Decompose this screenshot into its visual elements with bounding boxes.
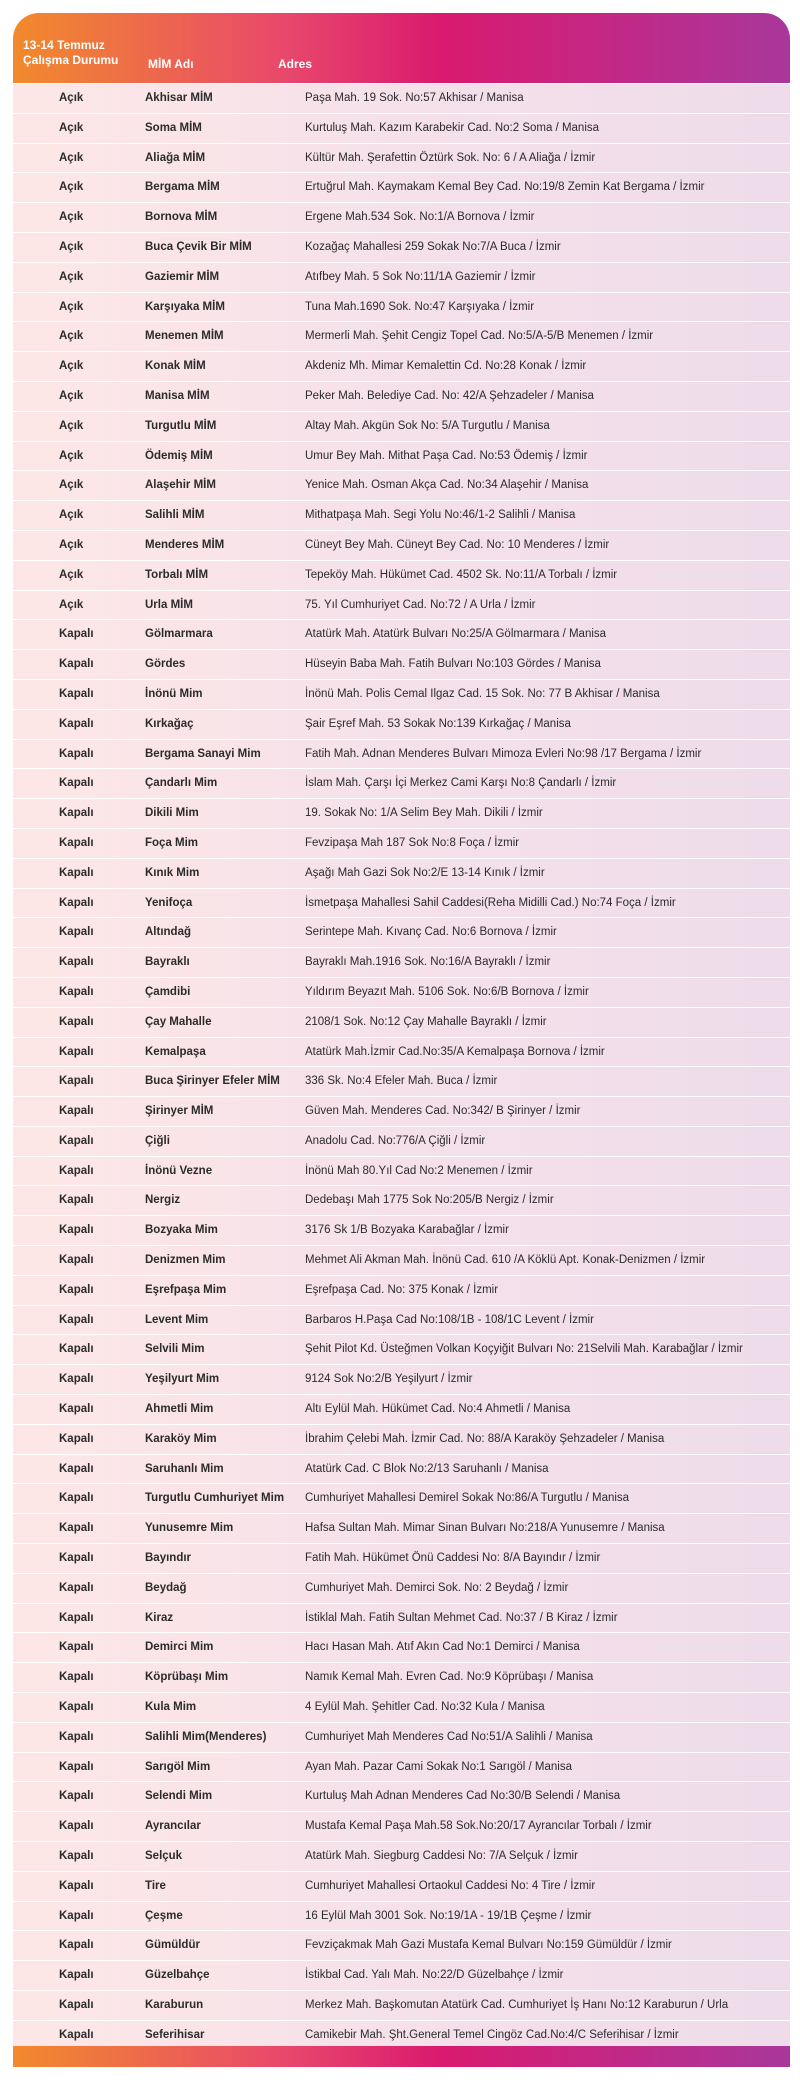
row-name: Menemen MİM <box>145 330 224 343</box>
row-address: 9124 Sok No:2/B Yeşilyurt / İzmir <box>305 1373 473 1386</box>
row-name: Demirci Mim <box>145 1641 214 1654</box>
row-name: Aliağa MİM <box>145 151 206 164</box>
row-name: Beydağ <box>145 1581 187 1594</box>
table-row <box>13 1185 790 1215</box>
row-status: Kapalı <box>59 1671 94 1684</box>
row-name: Salihli MİM <box>145 509 205 522</box>
row-status: Kapalı <box>59 956 94 969</box>
row-name: Çiğli <box>145 1134 170 1147</box>
row-address: Camikebir Mah. Şht.General Temel Cingöz Cad.No:4/C Seferihisar / İzmir <box>305 2028 679 2041</box>
row-address: Barbaros H.Paşa Cad No:108/1B - 108/1C Levent / İzmir <box>305 1313 594 1326</box>
header-status-date: 13-14 Temmuz <box>23 38 105 52</box>
row-name: Çandarlı Mim <box>145 777 218 790</box>
row-name: Kemalpaşa <box>145 1045 206 1058</box>
row-name: Gördes <box>145 658 186 671</box>
row-status: Kapalı <box>59 1224 94 1237</box>
row-name: Akhisar MİM <box>145 92 213 104</box>
row-name: İnönü Mim <box>145 687 203 700</box>
row-address: İbrahim Çelebi Mah. İzmir Cad. No: 88/A Karaköy Şehzadeler / Manisa <box>305 1432 665 1445</box>
row-address: 16 Eylül Mah 3001 Sok. No:19/1A - 19/1B Çeşme / İzmir <box>305 1909 592 1922</box>
row-name: Sarıgöl Mim <box>145 1760 211 1773</box>
table-header <box>13 13 790 83</box>
table-row <box>13 1930 790 1960</box>
table-row <box>13 1454 790 1484</box>
row-status: Kapalı <box>59 1283 94 1296</box>
table-row <box>13 1543 790 1573</box>
row-status: Açık <box>59 360 84 373</box>
table-row <box>13 530 790 560</box>
table-row <box>13 292 790 322</box>
table-row <box>13 500 790 530</box>
row-name: Yunusemre Mim <box>145 1522 234 1535</box>
table-row <box>13 1066 790 1096</box>
row-address: Mermerli Mah. Şehit Cengiz Topel Cad. No:5/A-5/B Menemen / İzmir <box>305 330 654 343</box>
row-status: Kapalı <box>59 1492 94 1505</box>
row-name: Buca Şirinyer Efeler MİM <box>145 1075 280 1088</box>
row-status: Açık <box>59 449 84 462</box>
row-name: Torbalı MİM <box>145 568 209 581</box>
row-status: Kapalı <box>59 1373 94 1386</box>
row-status: Kapalı <box>59 1850 94 1863</box>
row-address: İstikbal Cad. Yalı Mah. No:22/D Güzelbahçe / İzmir <box>305 1969 564 1982</box>
row-address: Atatürk Mah. Atatürk Bulvarı No:25/A Gölmarmara / Manisa <box>305 628 607 641</box>
row-address: Şehit Pilot Kd. Üsteğmen Volkan Koçyiğit Bulvarı No: 21Selvili Mah. Karabağlar / İzmir <box>305 1343 743 1356</box>
row-status: Kapalı <box>59 1879 94 1892</box>
row-status: Kapalı <box>59 1641 94 1654</box>
row-status: Açık <box>59 300 84 313</box>
row-name: Yenifoça <box>145 896 193 909</box>
table-row <box>13 172 790 202</box>
row-name: Çamdibi <box>145 985 191 998</box>
row-name: Ödemiş MİM <box>145 449 213 462</box>
row-address: Namık Kemal Mah. Evren Cad. No:9 Köprübaşı / Manisa <box>305 1671 594 1684</box>
header-address: Adres <box>278 57 313 71</box>
row-address: Merkez Mah. Başkomutan Atatürk Cad. Cumhuriyet İş Hanı No:12 Karaburun / Urla <box>305 1999 729 2011</box>
row-address: Fatih Mah. Adnan Menderes Bulvarı Mimoza Evleri No:98 /17 Bergama / İzmir <box>305 747 702 760</box>
row-name: Köprübaşı Mim <box>145 1671 229 1684</box>
row-address: 336 Sk. No:4 Efeler Mah. Buca / İzmir <box>305 1075 498 1088</box>
row-name: Bornova MİM <box>145 211 218 224</box>
row-address: Hacı Hasan Mah. Atıf Akın Cad No:1 Demirci / Manisa <box>305 1641 580 1654</box>
row-address: Peker Mah. Belediye Cad. No: 42/A Şehzadeler / Manisa <box>305 389 594 402</box>
table-row <box>13 828 790 858</box>
table-row <box>13 321 790 351</box>
row-name: Turgutlu Cumhuriyet Mim <box>145 1492 285 1505</box>
table-row <box>13 1245 790 1275</box>
table-row <box>13 1632 790 1662</box>
table-row <box>13 202 790 232</box>
table-row <box>13 1960 790 1990</box>
table-row <box>13 1722 790 1752</box>
row-status: Kapalı <box>59 1194 94 1207</box>
row-status: Kapalı <box>59 1909 94 1922</box>
table-row <box>13 1305 790 1335</box>
row-status: Kapalı <box>59 1015 94 1028</box>
row-address: Hafsa Sultan Mah. Mimar Sinan Bulvarı No:218/A Yunusemre / Manisa <box>305 1522 665 1535</box>
row-address: Cumhuriyet Mahallesi Ortaokul Caddesi No: 4 Tire / İzmir <box>305 1879 596 1892</box>
row-name: Foça Mim <box>145 836 199 849</box>
row-status: Açık <box>59 240 84 253</box>
table-row <box>13 1841 790 1871</box>
row-name: Dikili Mim <box>145 807 199 820</box>
row-status: Kapalı <box>59 1134 94 1147</box>
row-address: Hüseyin Baba Mah. Fatih Bulvarı No:103 Gördes / Manisa <box>305 658 601 671</box>
row-status: Kapalı <box>59 896 94 909</box>
table-row <box>13 1334 790 1364</box>
row-name: Kırkağaç <box>145 717 194 730</box>
row-name: Tire <box>145 1879 166 1892</box>
row-name: Ahmetli Mim <box>145 1403 214 1416</box>
row-address: Güven Mah. Menderes Cad. No:342/ B Şirinyer / İzmir <box>305 1105 581 1118</box>
row-address: İslam Mah. Çarşı İçi Merkez Cami Karşı No:8 Çandarlı / İzmir <box>305 777 617 790</box>
table-row <box>13 1037 790 1067</box>
row-status: Kapalı <box>59 658 94 671</box>
row-name: Kınık Mim <box>145 866 200 879</box>
table-row <box>13 1603 790 1633</box>
table-row <box>13 232 790 262</box>
row-address: Mustafa Kemal Paşa Mah.58 Sok.No:20/17 Ayrancılar Torbalı / İzmir <box>305 1820 652 1833</box>
table-row <box>13 113 790 143</box>
row-status: Açık <box>59 538 84 551</box>
row-address: Kozağaç Mahallesi 259 Sokak No:7/A Buca / İzmir <box>305 240 561 253</box>
table-row <box>13 649 790 679</box>
table-row <box>13 1215 790 1245</box>
row-address: Serintepe Mah. Kıvanç Cad. No:6 Bornova / İzmir <box>305 926 557 939</box>
row-address: Atatürk Cad. C Blok No:2/13 Saruhanlı / Manisa <box>305 1462 549 1475</box>
table-row <box>13 590 790 620</box>
row-name: Seferihisar <box>145 2028 205 2041</box>
row-status: Açık <box>59 330 84 343</box>
row-name: Selçuk <box>145 1850 183 1863</box>
row-status: Açık <box>59 509 84 522</box>
row-name: Alaşehir MİM <box>145 479 216 492</box>
table-row <box>13 888 790 918</box>
row-address: Mithatpaşa Mah. Segi Yolu No:46/1-2 Salihli / Manisa <box>305 509 576 522</box>
row-status: Kapalı <box>59 1254 94 1267</box>
row-name: Ayrancılar <box>145 1820 201 1833</box>
row-status: Kapalı <box>59 1611 94 1624</box>
row-status: Açık <box>59 92 84 104</box>
table-row <box>13 977 790 1007</box>
table-row <box>13 560 790 590</box>
row-address: İsmetpaşa Mahallesi Sahil Caddesi(Reha Midilli Cad.) No:74 Foça / İzmir <box>305 896 676 909</box>
table-row <box>13 1156 790 1186</box>
row-status: Kapalı <box>59 717 94 730</box>
table-row <box>13 1692 790 1722</box>
table-row <box>13 1901 790 1931</box>
row-status: Kapalı <box>59 687 94 700</box>
table-row <box>13 83 790 113</box>
row-address: Yenice Mah. Osman Akça Cad. No:34 Alaşehir / Manisa <box>305 479 589 492</box>
row-address: 2108/1 Sok. No:12 Çay Mahalle Bayraklı / İzmir <box>305 1015 547 1028</box>
row-address: Altı Eylül Mah. Hükümet Cad. No:4 Ahmetli / Manisa <box>305 1403 571 1416</box>
row-status: Kapalı <box>59 1939 94 1952</box>
row-name: Güzelbahçe <box>145 1969 210 1982</box>
table-row <box>13 1096 790 1126</box>
row-address: Tepeköy Mah. Hükümet Cad. 4502 Sk. No:11/A Torbalı / İzmir <box>305 568 618 581</box>
row-name: Levent Mim <box>145 1313 209 1326</box>
row-address: Altay Mah. Akgün Sok No: 5/A Turgutlu / Manisa <box>305 419 550 432</box>
row-address: Dedebaşı Mah 1775 Sok No:205/B Nergiz / İzmir <box>305 1194 554 1207</box>
row-address: Aşağı Mah Gazi Sok No:2/E 13-14 Kınık / İzmir <box>305 866 545 879</box>
row-name: Bayındır <box>145 1552 192 1565</box>
row-name: Nergiz <box>145 1194 181 1207</box>
row-name: Saruhanlı Mim <box>145 1462 224 1475</box>
row-status: Kapalı <box>59 1105 94 1118</box>
header-status-label: Çalışma Durumu <box>23 53 119 67</box>
row-status: Kapalı <box>59 628 94 641</box>
row-address: 3176 Sk 1/B Bozyaka Karabağlar / İzmir <box>305 1224 509 1237</box>
row-status: Kapalı <box>59 777 94 790</box>
row-address: Eşrefpaşa Cad. No: 375 Konak / İzmir <box>305 1283 499 1296</box>
row-name: Gaziemir MİM <box>145 270 220 283</box>
table-row <box>13 619 790 649</box>
row-status: Kapalı <box>59 1343 94 1356</box>
row-name: Çay Mahalle <box>145 1015 212 1028</box>
table-row <box>13 1275 790 1305</box>
row-status: Kapalı <box>59 2028 94 2041</box>
table-row <box>13 768 790 798</box>
table-row <box>13 441 790 471</box>
row-status: Kapalı <box>59 1760 94 1773</box>
row-address: Akdeniz Mh. Mimar Kemalettin Cd. No:28 Konak / İzmir <box>305 360 587 373</box>
row-address: Ergene Mah.534 Sok. No:1/A Bornova / İzmir <box>305 211 535 224</box>
row-address: Ayan Mah. Pazar Cami Sokak No:1 Sarıgöl / Manisa <box>305 1760 572 1773</box>
table-row <box>13 411 790 441</box>
row-address: Yıldırım Beyazıt Mah. 5106 Sok. No:6/B Bornova / İzmir <box>305 985 589 998</box>
row-status: Kapalı <box>59 1790 94 1803</box>
row-status: Kapalı <box>59 1164 94 1177</box>
row-name: Soma MİM <box>145 121 202 134</box>
row-name: Çeşme <box>145 1909 183 1922</box>
row-status: Kapalı <box>59 1730 94 1743</box>
table-row <box>13 1424 790 1454</box>
table-row <box>13 858 790 888</box>
row-name: Gölmarmara <box>145 628 213 641</box>
row-name: Selvili Mim <box>145 1343 205 1356</box>
footer-bar <box>13 2046 790 2067</box>
row-address: Umur Bey Mah. Mithat Paşa Cad. No:53 Ödemiş / İzmir <box>305 449 588 462</box>
table-row <box>13 381 790 411</box>
row-status: Kapalı <box>59 1701 94 1714</box>
table-row <box>13 709 790 739</box>
row-name: Bozyaka Mim <box>145 1224 218 1237</box>
mim-status-table <box>13 13 790 2067</box>
row-status: Kapalı <box>59 1403 94 1416</box>
row-address: Tuna Mah.1690 Sok. No:47 Karşıyaka / İzmir <box>305 300 535 313</box>
row-status: Kapalı <box>59 1432 94 1445</box>
row-address: İnönü Mah. Polis Cemal Ilgaz Cad. 15 Sok. No: 77 B Akhisar / Manisa <box>305 687 660 700</box>
table-row <box>13 1513 790 1543</box>
row-status: Kapalı <box>59 926 94 939</box>
table-row <box>13 1662 790 1692</box>
row-name: Bergama Sanayi Mim <box>145 747 261 760</box>
row-name: Kiraz <box>145 1611 174 1624</box>
row-address: Ertuğrul Mah. Kaymakam Kemal Bey Cad. No:19/8 Zemin Kat Bergama / İzmir <box>305 181 705 194</box>
table-row <box>13 1126 790 1156</box>
row-address: Paşa Mah. 19 Sok. No:57 Akhisar / Manisa <box>305 92 524 104</box>
row-name: Yeşilyurt Mim <box>145 1373 220 1386</box>
table-body <box>13 83 790 2050</box>
row-status: Açık <box>59 270 84 283</box>
row-address: Fevziçakmak Mah Gazi Mustafa Kemal Bulvarı No:159 Gümüldür / İzmir <box>305 1939 672 1952</box>
row-name: Turgutlu MİM <box>145 419 217 432</box>
row-status: Açık <box>59 121 84 134</box>
row-status: Açık <box>59 211 84 224</box>
row-name: Salihli Mim(Menderes) <box>145 1730 267 1743</box>
row-status: Kapalı <box>59 747 94 760</box>
table-row <box>13 1007 790 1037</box>
row-status: Açık <box>59 181 84 194</box>
table-row <box>13 143 790 173</box>
table-row <box>13 1483 790 1513</box>
row-address: 75. Yıl Cumhuriyet Cad. No:72 / A Urla / İzmir <box>305 598 536 611</box>
row-name: Buca Çevik Bir MİM <box>145 240 252 253</box>
row-status: Açık <box>59 568 84 581</box>
row-status: Kapalı <box>59 1999 94 2011</box>
row-address: İstiklal Mah. Fatih Sultan Mehmet Cad. No:37 / B Kiraz / İzmir <box>305 1611 618 1624</box>
table-row <box>13 1394 790 1424</box>
row-address: Kurtuluş Mah. Kazım Karabekir Cad. No:2 Soma / Manisa <box>305 121 600 134</box>
row-address: Atatürk Mah. Siegburg Caddesi No: 7/A Selçuk / İzmir <box>305 1850 578 1863</box>
row-name: Karaköy Mim <box>145 1432 217 1445</box>
table-row <box>13 1573 790 1603</box>
row-address: Cumhuriyet Mah. Demirci Sok. No: 2 Beydağ / İzmir <box>305 1581 569 1594</box>
row-status: Kapalı <box>59 1522 94 1535</box>
table-row <box>13 798 790 828</box>
row-address: 19. Sokak No: 1/A Selim Bey Mah. Dikili / İzmir <box>305 807 543 820</box>
row-status: Kapalı <box>59 1075 94 1088</box>
row-address: Kültür Mah. Şerafettin Öztürk Sok. No: 6 / A Aliağa / İzmir <box>305 151 596 164</box>
row-address: Fatih Mah. Hükümet Önü Caddesi No: 8/A Bayındır / İzmir <box>305 1552 601 1565</box>
row-name: Konak MİM <box>145 360 206 373</box>
row-address: Kurtuluş Mah Adnan Menderes Cad No:30/B Selendi / Manisa <box>305 1790 621 1803</box>
row-name: Altındağ <box>145 926 191 939</box>
row-status: Kapalı <box>59 1581 94 1594</box>
row-address: Cumhuriyet Mahallesi Demirel Sokak No:86/A Turgutlu / Manisa <box>305 1492 630 1505</box>
row-status: Kapalı <box>59 836 94 849</box>
header-name: MİM Adı <box>148 57 194 71</box>
table-row <box>13 1871 790 1901</box>
row-status: Kapalı <box>59 866 94 879</box>
row-status: Açık <box>59 419 84 432</box>
table-row <box>13 917 790 947</box>
row-name: Manisa MİM <box>145 389 210 402</box>
row-address: Atatürk Mah.İzmir Cad.No:35/A Kemalpaşa Bornova / İzmir <box>305 1045 605 1058</box>
row-status: Kapalı <box>59 1313 94 1326</box>
row-address: 4 Eylül Mah. Şehitler Cad. No:32 Kula / Manisa <box>305 1701 545 1714</box>
header-status <box>23 38 118 68</box>
table-row <box>13 1364 790 1394</box>
table-row <box>13 1781 790 1811</box>
row-status: Açık <box>59 151 84 164</box>
table-row <box>13 1811 790 1841</box>
row-name: Urla MİM <box>145 598 193 611</box>
row-name: Bayraklı <box>145 956 190 969</box>
row-name: Selendi Mim <box>145 1790 213 1803</box>
table-row <box>13 351 790 381</box>
row-name: Kula Mim <box>145 1701 197 1714</box>
row-status: Kapalı <box>59 807 94 820</box>
row-status: Açık <box>59 479 84 492</box>
table-row <box>13 739 790 769</box>
row-name: Eşrefpaşa Mim <box>145 1283 227 1296</box>
row-address: Şair Eşref Mah. 53 Sokak No:139 Kırkağaç / Manisa <box>305 717 571 730</box>
row-address: Fevzipaşa Mah 187 Sok No:8 Foça / İzmir <box>305 836 520 849</box>
table-row <box>13 947 790 977</box>
row-name: Menderes MİM <box>145 538 225 551</box>
row-address: Cumhuriyet Mah Menderes Cad No:51/A Salihli / Manisa <box>305 1730 593 1743</box>
table-row <box>13 262 790 292</box>
table-row <box>13 679 790 709</box>
row-name: Karaburun <box>145 1999 204 2011</box>
row-name: Şirinyer MİM <box>145 1105 214 1118</box>
row-name: İnönü Vezne <box>145 1164 213 1177</box>
row-address: Cüneyt Bey Mah. Cüneyt Bey Cad. No: 10 Menderes / İzmir <box>305 538 610 551</box>
row-status: Açık <box>59 389 84 402</box>
row-status: Kapalı <box>59 1969 94 1982</box>
table-row <box>13 1752 790 1782</box>
row-address: Mehmet Ali Akman Mah. İnönü Cad. 610 /A Köklü Apt. Konak-Denizmen / İzmir <box>305 1254 706 1267</box>
row-status: Kapalı <box>59 1552 94 1565</box>
row-name: Denizmen Mim <box>145 1254 226 1267</box>
row-address: Bayraklı Mah.1916 Sok. No:16/A Bayraklı / İzmir <box>305 956 551 969</box>
table-row <box>13 1990 790 2020</box>
row-status: Açık <box>59 598 84 611</box>
table-row <box>13 470 790 500</box>
row-status: Kapalı <box>59 1462 94 1475</box>
row-name: Gümüldür <box>145 1939 200 1952</box>
row-name: Karşıyaka MİM <box>145 300 225 313</box>
row-address: Atıfbey Mah. 5 Sok No:11/1A Gaziemir / İzmir <box>305 270 536 283</box>
row-name: Bergama MİM <box>145 181 220 194</box>
row-status: Kapalı <box>59 1045 94 1058</box>
row-address: İnönü Mah 80.Yıl Cad No:2 Menemen / İzmir <box>305 1164 533 1177</box>
row-status: Kapalı <box>59 985 94 998</box>
row-status: Kapalı <box>59 1820 94 1833</box>
row-address: Anadolu Cad. No:776/A Çiğli / İzmir <box>305 1134 486 1147</box>
